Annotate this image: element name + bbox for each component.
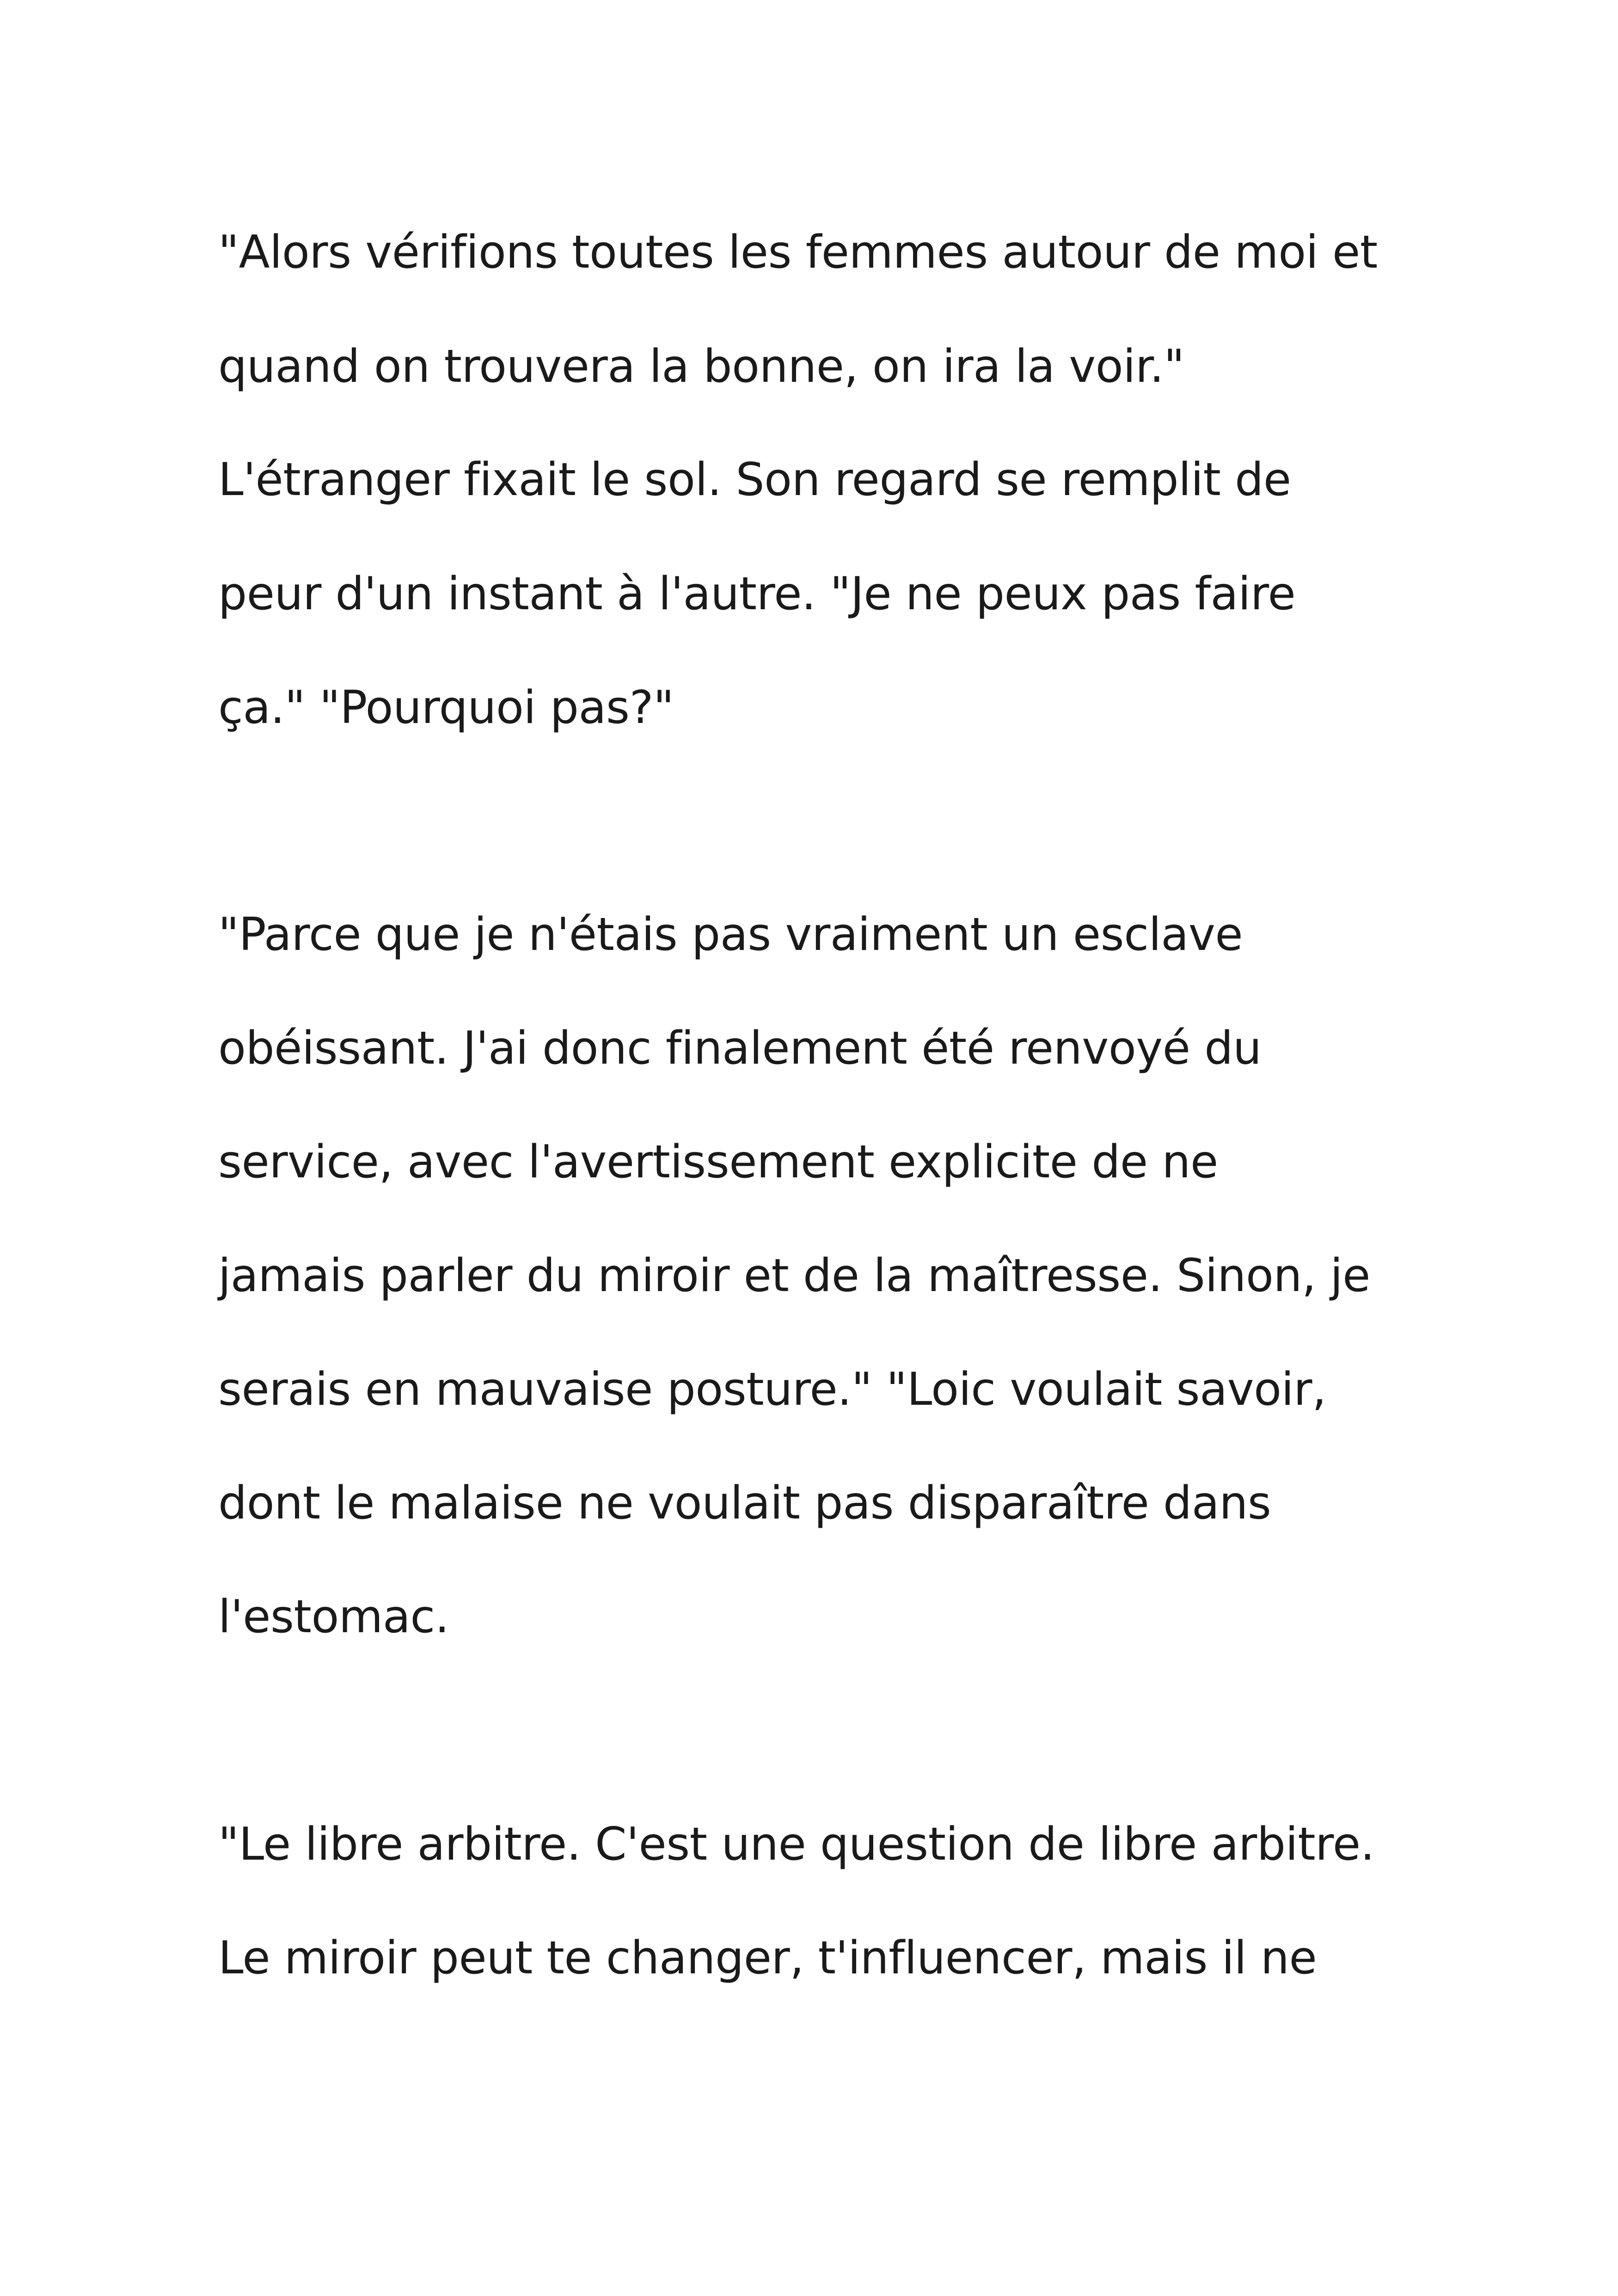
- text-line: jamais parler du miroir et de la maîtresse. Sinon, je: [218, 1249, 1370, 1302]
- text-line: Le miroir peut te changer, t'influencer, mais il ne: [218, 1932, 1317, 1984]
- text-line: l'estomac.: [218, 1591, 449, 1643]
- text-line: ça." "Pourquoi pas?": [218, 681, 674, 734]
- text-line: "Le libre arbitre. C'est une question de libre arbitre.: [218, 1818, 1375, 1871]
- text-line: "Alors vérifions toutes les femmes autour de moi et: [218, 226, 1378, 279]
- text-line: service, avec l'avertissement explicite de ne: [218, 1136, 1218, 1188]
- text-line: serais en mauvaise posture." "Loic voulait savoir,: [218, 1363, 1326, 1416]
- text-line: dont le malaise ne voulait pas disparaître dans: [218, 1477, 1271, 1530]
- text-line: quand on trouvera la bonne, on ira la voir.": [218, 340, 1184, 393]
- text-line: L'étranger fixait le sol. Son regard se remplit de: [218, 453, 1291, 506]
- text-line: peur d'un instant à l'autre. "Je ne peux pas faire: [218, 568, 1296, 620]
- text-line: obéissant. J'ai donc finalement été renvoyé du: [218, 1022, 1262, 1075]
- text-line: "Parce que je n'étais pas vraiment un esclave: [218, 908, 1243, 961]
